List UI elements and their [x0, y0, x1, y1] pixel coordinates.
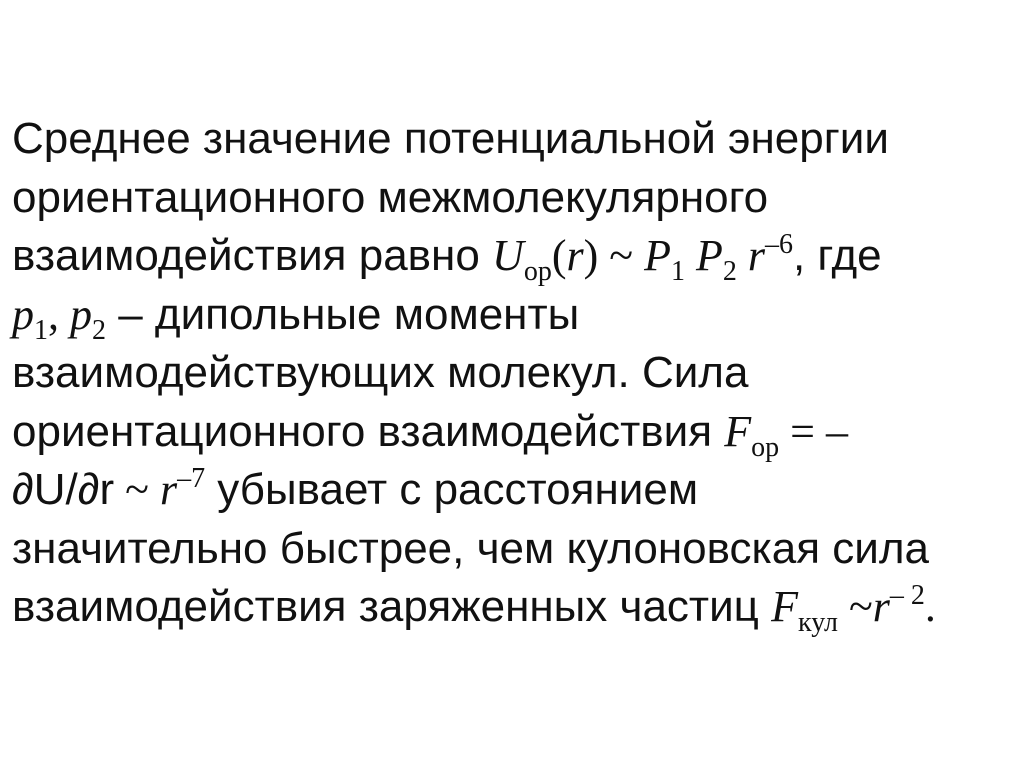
text-run: убывает с расстоянием: [205, 465, 699, 514]
text-run: взаимодействующих молекул. Сила: [12, 348, 749, 397]
formula-p2: p: [70, 289, 92, 339]
text-line-5: [12, 344, 1017, 403]
formula-tilde: ~: [598, 231, 645, 280]
text-run: , где: [792, 231, 882, 280]
formula-r: r: [159, 465, 178, 514]
text-line-6: [12, 403, 1017, 462]
formula-F-subscript: кул: [797, 607, 838, 638]
formula-r-exponent: –6: [764, 229, 793, 260]
formula-period: .: [924, 582, 936, 631]
formula-P1: P: [644, 231, 671, 280]
formula-derivative: ∂U/∂r: [12, 465, 115, 514]
formula-U-subscript: ор: [523, 256, 552, 287]
text-run: – дипольные моменты: [106, 289, 580, 339]
formula-r: r: [566, 231, 584, 280]
formula-r-exponent: – 2: [889, 580, 925, 611]
formula-equals: = –: [779, 406, 848, 456]
text-run: взаимодействия равно: [12, 231, 493, 280]
formula-p1-subscript: 1: [34, 314, 48, 346]
text-run: Среднее значение потенциальной энергии: [12, 114, 889, 163]
text-run: ориентационного межмолекулярного: [12, 172, 769, 222]
formula-comma: ,: [48, 289, 70, 339]
formula-F: F: [724, 406, 752, 456]
formula-p1: p: [12, 289, 34, 339]
formula-r: r: [872, 582, 890, 631]
text-line-3: [12, 227, 1017, 286]
text-line-2: [12, 169, 1017, 228]
formula-P2-subscript: 2: [722, 256, 737, 287]
formula-tilde: ~: [114, 465, 160, 514]
text-line-8: [12, 520, 1017, 579]
text-line-1: [12, 110, 1017, 169]
formula-paren-open: (: [551, 231, 567, 280]
formula-r-exponent: –7: [177, 463, 206, 494]
text-run: ориентационного взаимодействия: [12, 406, 725, 456]
body-paragraph: [12, 110, 1017, 637]
text-run: взаимодействия заряженных частиц: [12, 582, 772, 631]
text-run: значительно быстрее, чем кулоновская сила: [12, 523, 929, 573]
formula-U: U: [492, 231, 524, 280]
formula-p2-subscript: 2: [92, 314, 106, 346]
text-line-7: [12, 461, 1017, 520]
formula-P2: P: [684, 231, 723, 280]
formula-r-power: r: [736, 231, 765, 280]
formula-F-subscript: ор: [751, 431, 780, 463]
formula-paren-close: ): [583, 231, 599, 280]
text-line-9: [12, 578, 1017, 637]
formula-P1-subscript: 1: [670, 256, 685, 287]
formula-F: F: [771, 582, 798, 631]
formula-tilde: ~: [837, 582, 873, 631]
text-line-4: [12, 286, 1017, 345]
